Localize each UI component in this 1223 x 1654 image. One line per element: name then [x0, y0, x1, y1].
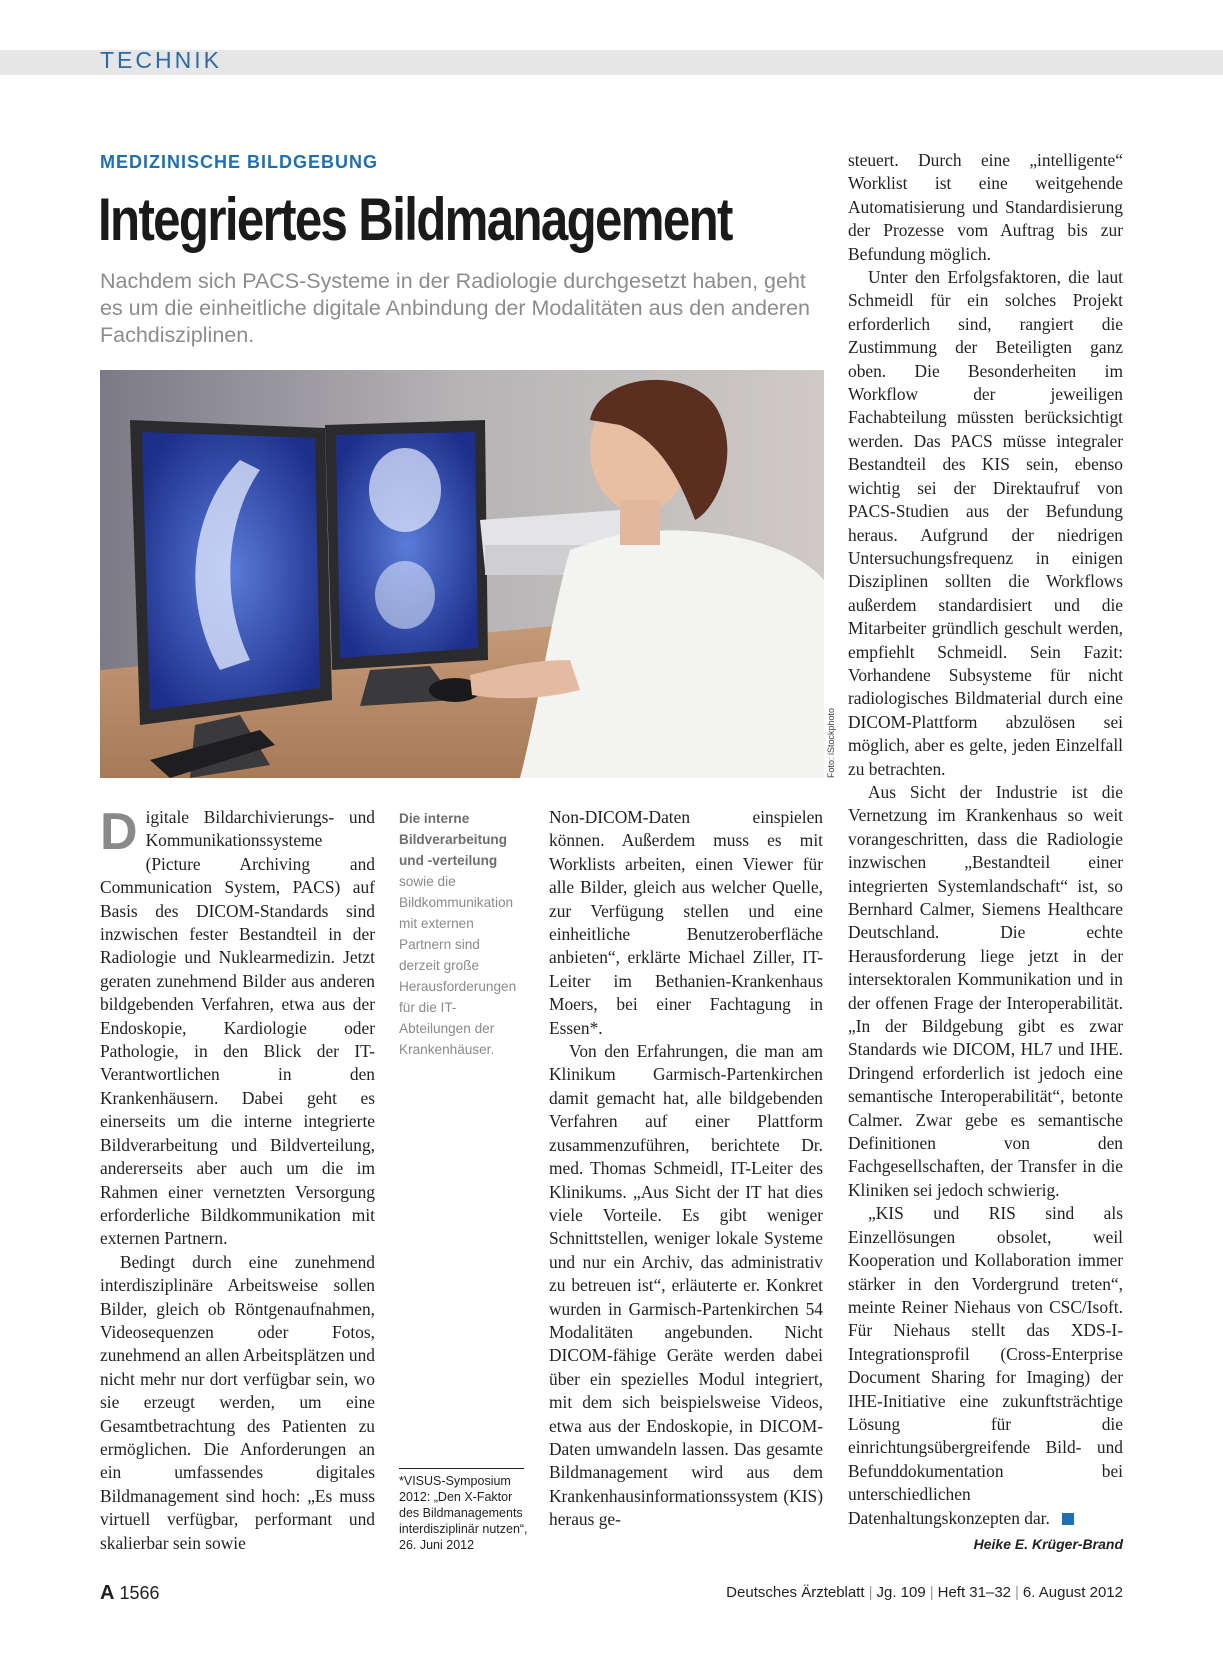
sidebar-quote-bold: Die interne Bildverarbeitung und -verteilung: [399, 811, 508, 868]
page-number: [100, 1582, 160, 1605]
dropcap: D: [100, 803, 138, 861]
paragraph: Unter den Erfolgsfaktoren, die laut Schmeidl für ein solches Projekt erforderlich sind, rangiert die Zustimmung der Beteiligten ganz oben. Die Besonderheiten im Workflow der jeweiligen Fachabteilung müssten berücksichtigt werden. Das PACS müsse integraler Bestandteil des KIS sein, ebenso wichtig sei der Direktaufruf von PACS-Studien aus der Befundung heraus. Aufgrund der niedrigen Untersuchungsfrequenz in einigen Disziplinen sollten die Workflows außerdem standardisiert und die Mitarbeiter gründlich geschult werden, empfiehlt Schmeidl. Sein Fazit: Vorhandene Subsysteme für nicht radiologisches Bildmaterial durch eine DICOM-Plattform abzulösen sei möglich, aber es gelte, jeden Einzelfall zu betrachten.: [848, 267, 1123, 779]
sidebar-quote-text: sowie die Bildkommunikation mit externen Partnern sind derzeit große Herausforderungen für die IT-Abteilungen der Krankenhäuser.: [399, 874, 517, 1057]
paragraph: Von den Erfahrungen, die man am Klinikum Garmisch-Partenkirchen damit gemacht hat, alle bildgebenden Verfahren auf einer Plattform zusammenzuführen, berichtete Dr. med. Thomas Schmeidl, IT-Leiter des Klinikums. „Aus Sicht der IT hat dies viele Vorteile. Es gibt weniger Schnittstellen, weniger lokale Systeme und nur ein Archiv, das administrativ zu betreuen ist“, erläuterte er. Konkret wurden in Garmisch-Partenkirchen 54 Modalitäten angebunden. Nicht DICOM-fähige Geräte werden dabei über ein spezielles Modul integriert, mit dem sich beispielsweise Videos, etwa aus der Endoskopie, in DICOM-Daten umwandeln lassen. Das gesamte Bildmanagement wird aus dem Krankenhausinformationssystem (KIS) heraus ge-: [549, 1041, 823, 1530]
article-column-4: [848, 149, 1123, 1530]
journal-issue: Heft 31–32: [937, 1584, 1011, 1601]
section-label: TECHNIK: [100, 47, 222, 73]
footnote: *VISUS-Symposium 2012: „Den X-Faktor des Bildmanagements interdisziplinär nutzen“, 26. Juni 2012: [399, 1474, 528, 1552]
photo-credit: Foto: iStockphoto: [826, 707, 836, 778]
paragraph: Non-DICOM-Daten einspielen können. Außerdem muss es mit Worklists arbeiten, einen Viewer für alle Bilder, gleich aus welcher Quelle, zur Verfügung stellen und eine einheitliche Benutzeroberfläche anbieten“, erklärte Michael Ziller, IT-Leiter im Bethanien-Krankenhaus Moers, bei einer Fachtagung in Essen*.: [549, 807, 823, 1038]
paragraph: „KIS und RIS sind als Einzellösungen obsolet, weil Kooperation und Kollaboration immer stärker in den Vordergrund treten“, meinte Reiner Niehaus von CSC/Isoft. Für Niehaus stellt das XDS-I-Integrationsprofil (Cross-Enterprise Document Sharing for Imaging) der IHE-Initiative eine zukunftsträchtige Lösung für die einrichtungsübergreifende Bild- und Befunddokumentation bei unterschiedlichen Datenhaltungskonzepten dar.: [848, 1203, 1123, 1528]
paragraph: Bedingt durch eine zunehmend interdisziplinäre Arbeitsweise sollen Bilder, gleich ob Röntgenaufnahmen, Videosequenzen oder Fotos, zunehmend an allen Arbeitsplätzen und nicht mehr nur dort verfügbar sein, wo sie erzeugt werden, um eine Gesamtbetrachtung des Patienten zu ermöglichen. Die Anforderungen an ein umfassendes digitales Bildmanagement sind hoch: „Es muss virtuell verfügbar, performant und skalierbar sein sowie: [100, 1251, 375, 1553]
journal-volume: Jg. 109: [876, 1584, 926, 1601]
author-name: Heike E. Krüger-Brand: [973, 1536, 1123, 1552]
journal-date: 6. August 2012: [1022, 1584, 1123, 1601]
article-photo: [100, 370, 824, 778]
article-kicker: MEDIZINISCHE BILDGEBUNG: [100, 152, 379, 172]
sidebar-quote: [399, 808, 522, 1060]
paragraph: Aus Sicht der Industrie ist die Vernetzung im Krankenhaus so weit vorangeschritten, dass die Radiologie inzwischen „Bestandteil einer integrierten Systemlandschaft“ ist, so Bernhard Calmer, Siemens Healthcare Deutschland. Die echte Herausforderung liege jetzt in der intersektoralen Kommunikation und in der offenen Frage der Interoperabilität. „In der Bildgebung gibt es zwar Standards wie DICOM, HL7 und IHE. Dringend erforderlich ist jedoch eine semantische Interoperabilität“, betonte Calmer. Zwar gebe es semantische Definitionen von den Fachgesellschaften, der Transfer in die Kliniken sei jedoch schwierig.: [848, 781, 1123, 1200]
footnote-divider: [399, 1468, 524, 1469]
article-column-1: [100, 803, 375, 1555]
paragraph: Digitale Bildarchivierungs- und Kommunikationssysteme (Picture Archiving and Communication System, PACS) auf Basis des DICOM-Standards sind inzwischen fester Bestandteil in der Radiologie und Nuklearmedizin. Jetzt geraten zunehmend Bilder aus anderen bildgebenden Verfahren, etwa aus der Endoskopie, Kardiologie oder Pathologie, in den Blick der IT-Verantwortlichen in den Krankenhäusern. Dabei geht es einerseits um die interne integrierte Bildverarbeitung und Bildverteilung, andererseits aber auch um die im Rahmen einer vernetzten Versorgung erforderliche Bildkommunikation mit externen Partnern.: [100, 803, 375, 1249]
page-number-value: 1566: [119, 1583, 160, 1603]
end-mark-icon: [1062, 1513, 1074, 1525]
article-subtitle: Nachdem sich PACS-Systeme in der Radiologie durchgesetzt haben, geht es um die einheitliche digitale Anbindung der Modalitäten aus den anderen Fachdisziplinen.: [100, 269, 811, 347]
article-title: Integriertes Bildmanagement: [98, 186, 732, 253]
article-column-3: [549, 806, 823, 1532]
page-prefix: A: [100, 1582, 115, 1604]
journal-footer: Deutsches Ärzteblatt | Jg. 109 | Heft 31–32 | 6. August 2012: [726, 1584, 1123, 1601]
paragraph: steuert. Durch eine „intelligente“ Worklist ist eine weitgehende Automatisierung und Standardisierung der Prozesse vom Auftrag bis zur Befundung möglich.: [848, 150, 1123, 264]
journal-name: Deutsches Ärzteblatt: [726, 1584, 865, 1601]
